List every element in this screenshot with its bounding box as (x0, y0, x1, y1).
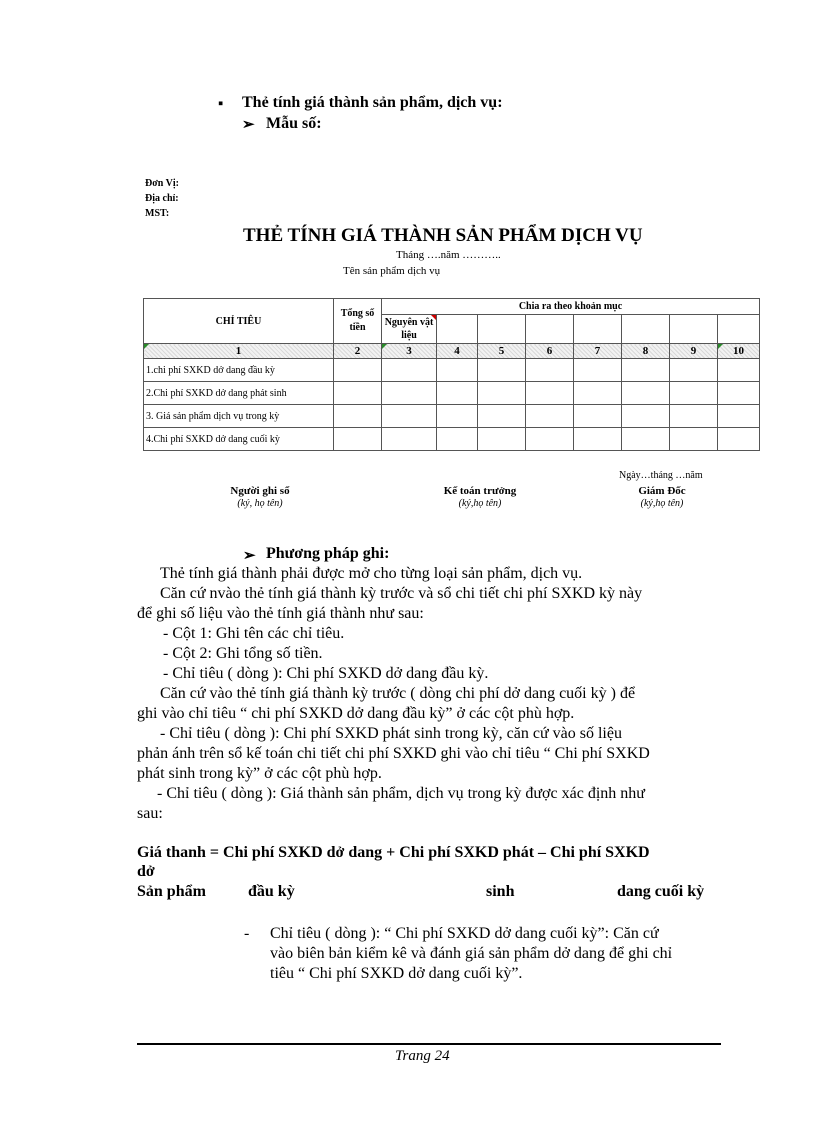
comment-marker-icon (718, 344, 723, 349)
header-material: Nguyên vật liệu (382, 315, 437, 344)
signer-note: (ký,họ tên) (640, 498, 684, 509)
col-number: 1 (144, 344, 334, 359)
signer-recorder (195, 485, 325, 509)
header-total: Tổng số tiền (334, 299, 382, 344)
col-number: 7 (574, 344, 622, 359)
method-paragraph: Căn cứ vào thẻ tính giá thành kỳ trước ( dòng chi phí dở dang cuối kỳ ) để (160, 685, 636, 702)
page-number: Trang 24 (395, 1048, 450, 1064)
method-paragraph: phát sinh trong kỳ” ở các cột phù hợp. (137, 765, 382, 782)
formula-term: đầu kỳ (248, 883, 295, 900)
signer-director (597, 485, 727, 509)
method-paragraph: - Chỉ tiêu ( dòng ): Chi phí SXKD phát sinh trong kỳ, căn cứ vào số liệu (160, 725, 622, 742)
signer-title: Người ghi sổ (230, 485, 290, 497)
col-number: 8 (622, 344, 670, 359)
address-label: Địa chỉ: (145, 193, 179, 204)
formula-line: Giá thanh = Chi phí SXKD dở dang + Chi phí SXKD phát – Chi phí SXKD (137, 844, 650, 861)
formula-term: dang cuối kỳ (617, 883, 705, 900)
signer-title: Giám Đốc (638, 485, 686, 497)
col-number: 5 (478, 344, 526, 359)
method-list-item: - Cột 1: Ghi tên các chỉ tiêu. (163, 625, 345, 642)
table-row (144, 359, 760, 382)
tax-label: MST: (145, 208, 170, 219)
form-period: Tháng ….năm ……….. (396, 249, 501, 261)
col-number: 9 (670, 344, 718, 359)
table-row (144, 428, 760, 451)
row-label: 2.Chi phí SXKD dở dang phát sinh (144, 382, 334, 405)
form-product: Tên sản phẩm dịch vụ (343, 265, 441, 277)
method-paragraph: - Chỉ tiêu ( dòng ): Giá thành sản phẩm, dịch vụ trong kỳ được xác định như (157, 785, 645, 802)
header-indicator: CHỈ TIÊU (144, 299, 334, 344)
formula-term: Sản phẩm (137, 883, 206, 900)
bullet-icon: ▪ (218, 96, 224, 112)
col-number: 10 (718, 344, 760, 359)
column-number-row (144, 344, 760, 359)
formula-term: sinh (486, 883, 515, 900)
method-paragraph: Căn cứ nvào thẻ tính giá thành kỳ trước và sổ chi tiết chi phí SXKD kỳ này (160, 585, 643, 602)
row-label: 1.chi phí SXKD dở dang đầu kỳ (144, 359, 334, 382)
formula-line: dở (137, 863, 155, 880)
list-dash: - (244, 925, 250, 942)
method-list-item: - Cột 2: Ghi tổng số tiền. (163, 645, 323, 662)
signature-date: Ngày…tháng …năm (619, 470, 703, 481)
method-paragraph: tiêu “ Chi phí SXKD dở dang cuối kỳ”. (270, 965, 523, 982)
col-number: 4 (437, 344, 478, 359)
signer-note: (ký, họ tên) (237, 498, 283, 509)
method-paragraph: ghi vào chỉ tiêu “ chi phí SXKD dở dang đầu kỳ” ở các cột phù hợp. (137, 705, 575, 722)
table-row (144, 382, 760, 405)
method-paragraph: Chỉ tiêu ( dòng ): “ Chi phí SXKD dở dang cuối kỳ”: Căn cứ (270, 925, 659, 942)
footer-rule (137, 1043, 721, 1045)
method-paragraph: phản ánh trên sổ kế toán chi tiết chi phí SXKD ghi vào chỉ tiêu “ Chi phí SXKD (137, 745, 650, 762)
cost-table (143, 298, 760, 451)
method-paragraph: vào biên bản kiểm kê và đánh giá sản phẩm dở dang để ghi chỉ (270, 945, 673, 962)
unit-label: Đơn Vị: (145, 178, 179, 189)
comment-marker-icon (144, 344, 149, 349)
signer-title: Kế toán trưởng (443, 485, 517, 497)
col-number: 3 (382, 344, 437, 359)
signer-chief-accountant (415, 485, 545, 509)
comment-marker-icon (431, 315, 436, 320)
col-number: 6 (526, 344, 574, 359)
method-paragraph: Thẻ tính giá thành phải được mở cho từng loại sản phẩm, dịch vụ. (160, 565, 583, 582)
section-title: Thẻ tính giá thành sản phẩm, dịch vụ: (242, 94, 503, 111)
signer-note: (ký,họ tên) (458, 498, 502, 509)
header-split: Chia ra theo khoản mục (382, 299, 760, 315)
row-label: 3. Giá sản phẩm dịch vụ trong kỳ (144, 405, 334, 428)
arrow-icon: ➢ (243, 548, 256, 564)
method-list-item: - Chỉ tiêu ( dòng ): Chi phí SXKD dở dang đầu kỳ. (163, 665, 489, 682)
form-title: THẺ TÍNH GIÁ THÀNH SẢN PHẨM DỊCH VỤ (243, 225, 643, 246)
comment-marker-icon (382, 344, 387, 349)
table-row (144, 405, 760, 428)
section-subtitle: Mẫu số: (266, 115, 322, 132)
row-label: 4.Chi phí SXKD dở dang cuối kỳ (144, 428, 334, 451)
method-paragraph: để ghi số liệu vào thẻ tính giá thành như sau: (137, 605, 424, 622)
method-paragraph: sau: (137, 805, 163, 822)
method-title: Phương pháp ghi: (266, 545, 390, 562)
arrow-icon: ➢ (242, 117, 255, 133)
col-number: 2 (334, 344, 382, 359)
